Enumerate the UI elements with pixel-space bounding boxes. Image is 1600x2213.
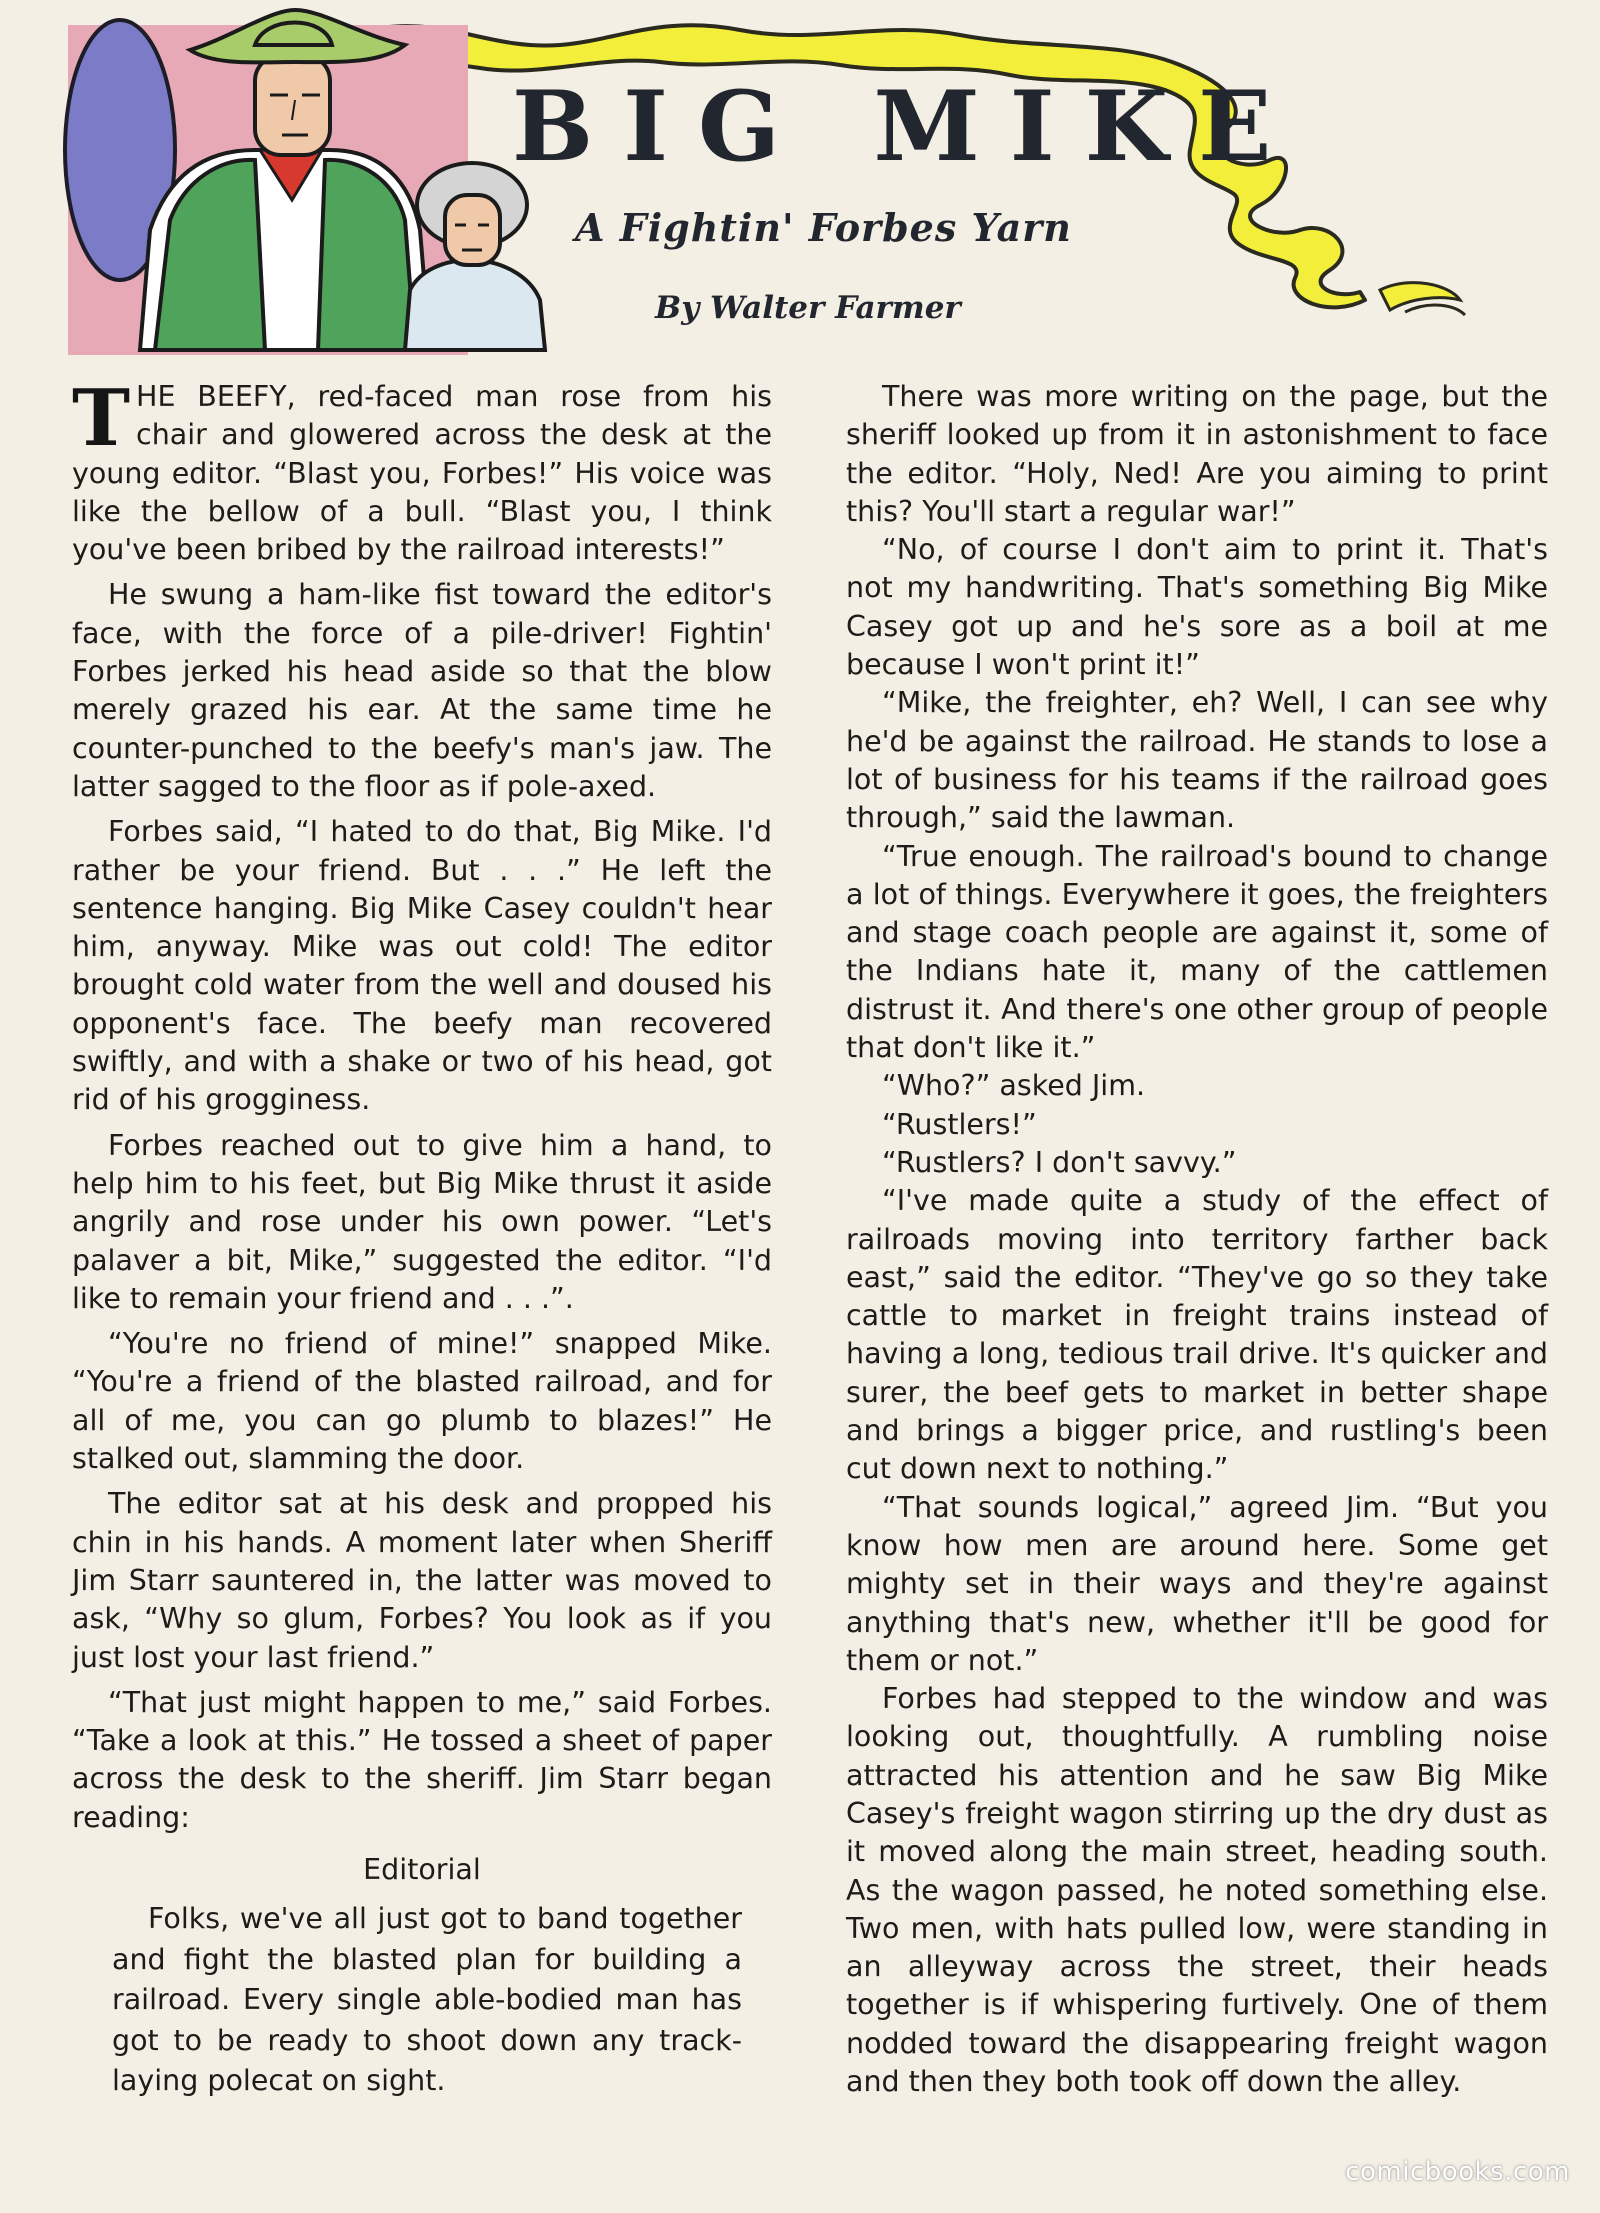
story-header <box>60 0 1540 365</box>
story-paragraph: “Rustlers? I don't savvy.” <box>882 1145 1237 1179</box>
right-column <box>846 378 1548 2101</box>
story-paragraph: Forbes reached out to give him a hand, to help him to his feet, but Big Mike thrust it aside angrily and rose under his own power. “Let's palaver a bit, Mike,” suggested the editor. “I'd like to remain your friend and . . .”. <box>72 1128 772 1315</box>
story-paragraph <box>72 373 772 569</box>
story-paragraph: “That just might happen to me,” said Forbes. “Take a look at this.” He tossed a sheet of paper across the desk to the sheriff. Jim Starr began reading: <box>72 1685 772 1834</box>
story-paragraph: “No, of course I don't aim to print it. That's not my handwriting. That's something Big Mike Casey got up and he's sore as a boil at me because I won't print it!” <box>846 533 1548 682</box>
left-column <box>72 373 772 2102</box>
paragraph-text: HE BEEFY, red-faced man rose from his chair and glowered across the desk at the young editor. “Blast you, Forbes!” His voice was like the bellow of a bull. “Blast you, I think you've been bribed by the railroad interests!” <box>72 380 772 567</box>
story-paragraph: “True enough. The railroad's bound to change a lot of things. Everywhere it goes, the freighters and stage coach people are against it, some of the Indians hate it, many of the cattlemen distrust it. And there's one other group of people that don't like it.” <box>846 839 1548 1065</box>
story-paragraph: There was more writing on the page, but the sheriff looked up from it in astonishment to face the editor. “Holy, Ned! Are you aiming to print this? You'll start a regular war!” <box>846 380 1548 528</box>
editorial-heading: Editorial <box>363 1852 481 1886</box>
story-subtitle: A Fightin' Forbes Yarn <box>575 205 1072 250</box>
story-paragraph: “I've made quite a study of the effect of railroads moving into territory farther back east,” said the editor. “They've go so they take cattle to market in freight trains instead of having a long, tedious trail drive. It's quicker and surer, the beef gets to market in better shape and brings a bigger price, and rustling's been cut down next to nothing.” <box>846 1184 1548 1486</box>
story-paragraph: He swung a ham-like fist toward the editor's face, with the force of a pile-driver! Fightin' Forbes jerked his head aside so that the blow merely grazed his ear. At the same time he counter-punched to the beefy's man's jaw. The latter sagged to the floor as if pole-axed. <box>72 578 772 803</box>
story-paragraph: “Rustlers!” <box>882 1107 1037 1141</box>
story-paragraph: Forbes had stepped to the window and was looking out, thoughtfully. A rumbling noise attracted his attention and he saw Big Mike Casey's freight wagon stirring up the dry dust as it moved along the main street, heading south. As the wagon passed, he noted something else. Two men, with hats pulled low, were standing in an alleyway across the street, their heads together is if whispering furtively. One of them nodded toward the disappearing freight wagon and then they both took off down the alley. <box>846 1682 1548 2099</box>
story-byline: By Walter Farmer <box>655 290 961 326</box>
story-title: BIG MIKE <box>512 70 1302 183</box>
story-paragraph: “You're no friend of mine!” snapped Mike. “You're a friend of the blasted railroad, and for all of me, you can go plumb to blazes!” He stalked out, slamming the door. <box>72 1327 772 1476</box>
story-paragraph: “Who?” asked Jim. <box>882 1069 1146 1103</box>
story-paragraph: “That sounds logical,” agreed Jim. “But you know how men are around here. Some get mighty set in their ways and they're against anything that's new, whether it'll be good for them or not.” <box>846 1490 1548 1677</box>
editorial-body: Folks, we've all just got to band together and fight the blasted plan for building a railroad. Every single able-bodied man has got to be ready to shoot down any track-laying polecat on sight. <box>112 1902 742 2098</box>
story-paragraph: “Mike, the freighter, eh? Well, I can see why he'd be against the railroad. He stands to lose a lot of business for his teams if the railroad goes through,” said the lawman. <box>846 686 1548 835</box>
story-paragraph: The editor sat at his desk and propped his chin in his hands. A moment later when Sheriff Jim Starr sauntered in, the latter was moved to ask, “Why so glum, Forbes? You look as if you just lost your last friend.” <box>72 1487 772 1674</box>
site-watermark: comicbooks.com <box>1345 2157 1570 2187</box>
story-paragraph: Forbes said, “I hated to do that, Big Mike. I'd rather be your friend. But . . .” He left the sentence hanging. Big Mike Casey couldn't hear him, anyway. Mike was out cold! The editor brought cold water from the well and doused his opponent's face. The beefy man recovered swiftly, and with a shake or two of his head, got rid of his grogginess. <box>72 815 772 1117</box>
drop-cap: T <box>72 373 131 464</box>
